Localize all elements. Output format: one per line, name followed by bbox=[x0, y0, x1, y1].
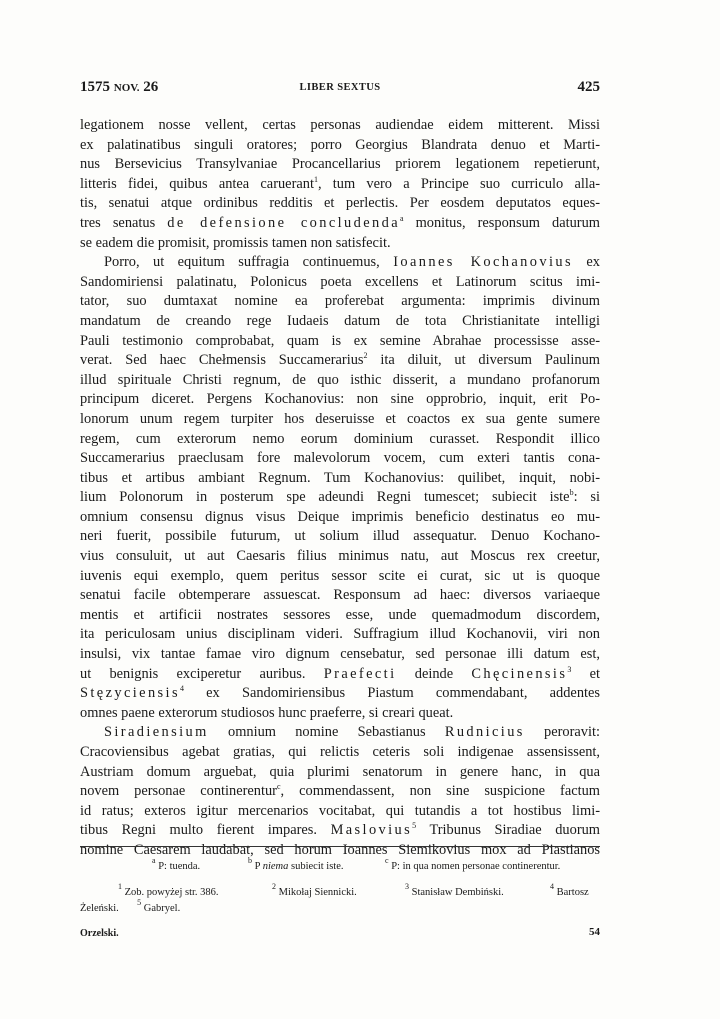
text-line: Austriam domum arguebat, quia plurimi senatorum in genere hanc, in qua bbox=[80, 763, 600, 780]
number-footnotes-continued bbox=[80, 898, 600, 914]
footnote-text: Żeleński. bbox=[80, 903, 119, 914]
text-segment: Tribunus Siradiae duorum bbox=[416, 822, 600, 839]
text-line: legationem nosse vellent, certas personas audiendae eidem mitterent. Missi bbox=[80, 117, 600, 133]
footnote-italic: niema bbox=[262, 861, 289, 872]
text-segment: omnium nomine Sebastianus bbox=[208, 724, 445, 741]
spaced-text: de defensione concludenda bbox=[167, 214, 400, 231]
text-segment: : si bbox=[573, 489, 600, 506]
paragraph-2 bbox=[80, 253, 600, 723]
text-line bbox=[80, 214, 600, 234]
footnote-marker: 5 bbox=[137, 898, 142, 907]
footnote-text: Stanisław Dembiński. bbox=[411, 887, 504, 898]
text-segment: , commendassent, non sine suspicione factum bbox=[280, 783, 600, 800]
text-line: tis, senatui atque ordinibus redditis et perlectis. Per eosdem deputatos eques- bbox=[80, 195, 600, 212]
footnote-text: P: tuenda. bbox=[158, 861, 201, 872]
text-line: neri fuerit, possibile futurum, ut solium illud assequatur. Denuo Kochano- bbox=[80, 528, 600, 545]
text-segment: litteris fidei, quibus antea caruerant bbox=[80, 175, 314, 192]
footnote-marker: b bbox=[569, 488, 574, 498]
paragraph-3 bbox=[80, 723, 600, 860]
text-segment: et bbox=[571, 665, 601, 682]
footnote-1: $^1$ Zob. powyżej str. 386. bbox=[118, 882, 219, 898]
text-line bbox=[80, 488, 600, 508]
text-line: senatui facile obtemperare assuescat. Responsum ad haec: diversos variaeque bbox=[80, 587, 600, 604]
footnote-text: Bartosz bbox=[556, 887, 589, 898]
footnote-divider bbox=[80, 846, 600, 847]
text-line: id ratus; exteros igitur mercenarios vocitabat, qui tutandis a tot hostibus limi- bbox=[80, 802, 600, 819]
text-line: Sandomiriensi palatinatu, Polonicus poeta excellens et Latinorum scitus imi- bbox=[80, 273, 600, 290]
text-line: tator, suo dumtaxat nomine ea proferebat argumenta: imprimis divinum bbox=[80, 293, 600, 310]
text-segment: ut benignis exciperetur auribus. bbox=[80, 665, 324, 682]
page-number: 425 bbox=[577, 79, 600, 95]
footnote-marker: 4 bbox=[179, 684, 184, 694]
footnote-text: P: in qua nomen personae continerentur. bbox=[391, 861, 561, 872]
text-line bbox=[80, 821, 600, 841]
text-line: ex palatinatibus singuli oratores; porro Georgius Blandrata denuo et Marti- bbox=[80, 136, 600, 153]
text-line: illud spirituale Christi regnum, de quo isthic disserit, a mundano profanorum bbox=[80, 371, 600, 388]
text-line: principum diceret. Pergens Kochanovius: non sine opprobrio, inquit, erit Po- bbox=[80, 391, 600, 408]
text-segment: ita diluit, ut diversum Paulinum bbox=[367, 352, 600, 369]
spaced-name: Stęzyciensis bbox=[80, 685, 180, 702]
header-title: LIBER SEXTUS bbox=[299, 82, 381, 93]
running-header bbox=[80, 79, 600, 99]
signature-mark: Orzelski. bbox=[80, 928, 119, 939]
text-line: omnium consensu dignus visus Deique imprimis beneficio destinatus eo mu- bbox=[80, 508, 600, 525]
footnote-marker: 1 bbox=[313, 174, 318, 184]
text-segment: ex Sandomiriensibus Piastum commendabant, addentes bbox=[183, 685, 600, 702]
text-segment: lium Polonorum in posterum spe adeundi Regni tumescet; subiecit iste bbox=[80, 489, 570, 506]
text-segment: tibus Regni multo fierent impares. bbox=[80, 822, 331, 839]
text-line: regem, cum exterorum nemo eorum dominium curasset. Respondit illico bbox=[80, 430, 600, 447]
text-line bbox=[80, 253, 600, 273]
text-line: Succamerarius praeclusam fore malevolorum vocem, cum exteri tantis cona- bbox=[80, 450, 600, 467]
page-footer bbox=[80, 928, 600, 942]
footnote-b: $^b$ P niema subiecit iste. bbox=[248, 856, 344, 872]
spaced-name: Maslovius bbox=[330, 822, 413, 839]
footnote-marker: c bbox=[276, 782, 281, 792]
text-line: Cracoviensibus agebat gratias, qui relictis ceteris soli indigenae assensissent, bbox=[80, 744, 600, 760]
text-segment: monitus, responsum daturum bbox=[403, 214, 600, 231]
text-line: Pauli testimonio comprobabat, quam is ex semine Abrahae processisse asse- bbox=[80, 332, 600, 349]
footnote-c: $^c$ P: in qua nomen personae continerentur. bbox=[385, 856, 561, 872]
main-text bbox=[80, 116, 600, 861]
text-segment: verat. Sed haec Chełmensis Succamerarius bbox=[80, 352, 364, 369]
text-line bbox=[80, 684, 600, 704]
footnote-marker: a bbox=[399, 213, 404, 223]
footnote-marker: 5 bbox=[412, 821, 417, 831]
text-line: mentis et artificii nostrates sessores esse, unde quemadmodum discordem, bbox=[80, 606, 600, 623]
text-segment: tres senatus bbox=[80, 214, 168, 231]
text-line: mandatum de creando rege Iudaeis datum de tota Christianitate intelligi bbox=[80, 312, 600, 329]
text-segment: deinde bbox=[396, 665, 472, 682]
footnote-text: P bbox=[254, 861, 263, 872]
text-line bbox=[80, 665, 600, 685]
text-line bbox=[80, 175, 600, 195]
text-line: nus Bersevicius Transylvaniae Procancellarius priorem legationem repetierunt, bbox=[80, 156, 600, 173]
text-line bbox=[80, 782, 600, 802]
text-line: ita periculosam unius disciplinam videri. Suffragium illud Kochanovii, viri non bbox=[80, 626, 600, 643]
text-line bbox=[80, 723, 600, 743]
text-line: tibus et artibus ambiant Regnum. Tum Kochanovius: quilibet, inquit, nobi- bbox=[80, 469, 600, 486]
text-line: nomine Caesarem laudabat, sed horum Ioannes Siemikovius mox ad Piastianos bbox=[80, 841, 600, 858]
header-day: 26 bbox=[143, 79, 159, 95]
footnote-marker: 2 bbox=[363, 351, 368, 361]
paragraph-1 bbox=[80, 116, 600, 253]
footnote-2: $^2$ Mikołaj Siennicki. bbox=[272, 882, 357, 898]
text-line: omnes paene exterorum studiosos hunc praeferre, si creari queat. bbox=[80, 704, 454, 721]
footnote-3: $^3$ Stanisław Dembiński. bbox=[405, 882, 504, 898]
footnote-5: Gabryel. bbox=[143, 903, 181, 914]
footnote-marker: 3 bbox=[567, 664, 572, 674]
spaced-name: Siradiensium bbox=[104, 724, 209, 741]
spaced-name: Rudnicius bbox=[444, 724, 525, 741]
spaced-name: Chęcinensis bbox=[471, 665, 568, 682]
footnote-text: Zob. powyżej str. 386. bbox=[124, 887, 219, 898]
footnote-text: Mikołaj Siennicki. bbox=[278, 887, 357, 898]
sheet-number: 54 bbox=[589, 926, 600, 938]
spaced-name: Ioannes Kochanovius bbox=[393, 254, 573, 271]
text-line: se eadem die promisit, promissis tamen non satisfecit. bbox=[80, 234, 391, 251]
footnote-text: subiecit iste. bbox=[288, 861, 344, 872]
text-segment: peroravit: bbox=[524, 724, 600, 741]
header-month: NOV. bbox=[113, 82, 140, 94]
text-line: lonorum unum regem turpiter hos deseruisse et coactos ex sua gente sumere bbox=[80, 410, 600, 427]
text-segment: ex bbox=[572, 254, 600, 271]
footnote-a: $^a$ P: tuenda. bbox=[152, 856, 201, 872]
text-line: iuvenis equi exemplo, quem peritus sessor scite ei curat, sic ut is quoque bbox=[80, 567, 600, 584]
header-year: 1575 bbox=[80, 79, 110, 95]
text-segment: novem personae continerentur bbox=[80, 783, 277, 800]
text-segment: , tum vero a Principe suo curriculo alla- bbox=[317, 175, 601, 192]
text-line: insulsi, vix tantae famae viro dignum censebatur, sed personae illi datum est, bbox=[80, 646, 600, 663]
footnote-4: $^4$ Bartosz bbox=[550, 882, 589, 898]
spaced-text: Praefecti bbox=[323, 665, 397, 682]
text-line bbox=[80, 351, 600, 371]
text-line: vius consuluit, ut aut Caesaris filius minimus natu, aut Moscus rex creetur, bbox=[80, 548, 600, 565]
text-segment: Porro, ut equitum suffragia continuemus, bbox=[104, 254, 394, 271]
